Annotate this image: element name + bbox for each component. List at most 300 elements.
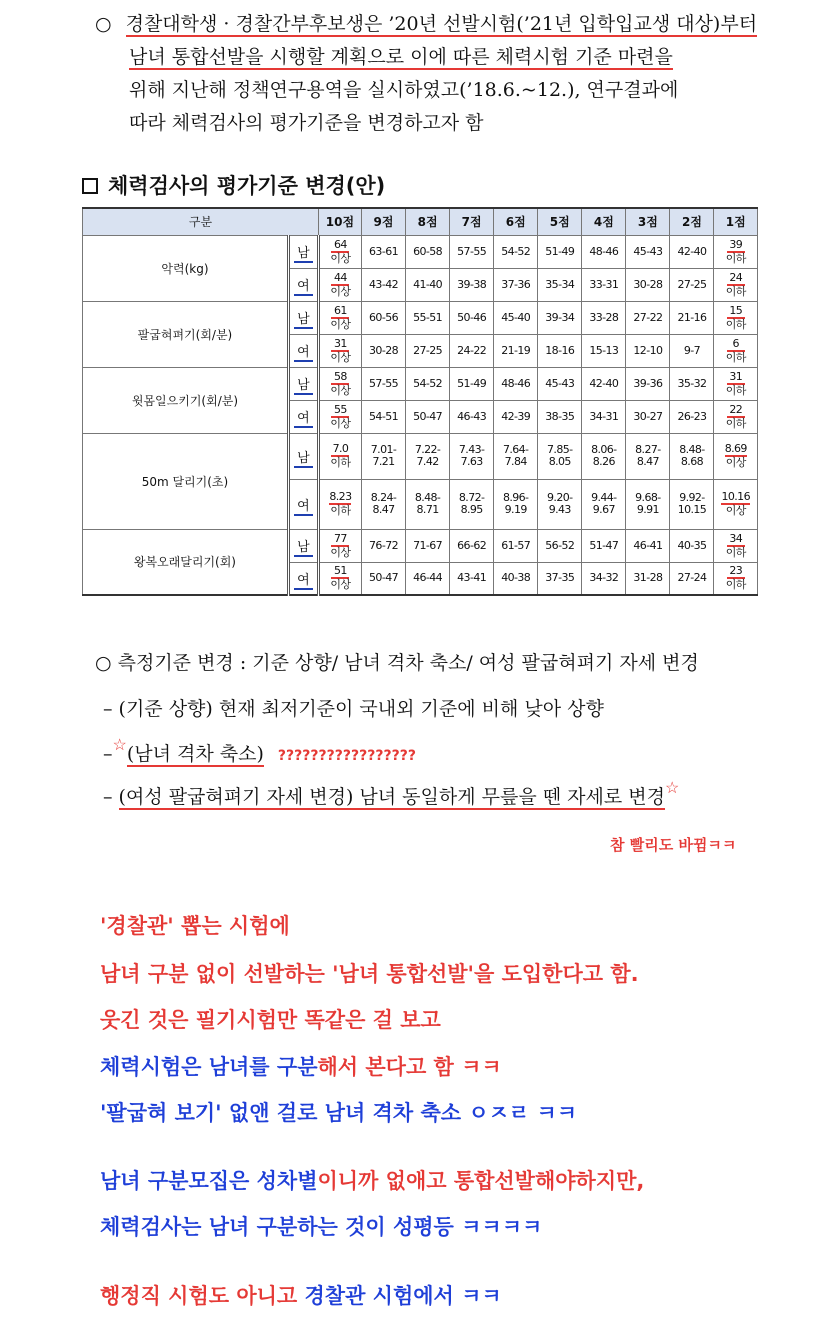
score-cell [318, 562, 361, 595]
score-value: 8.23 [329, 490, 352, 503]
score-value: 54-51 [369, 409, 398, 423]
score-qualifier: 이상 [330, 317, 351, 331]
sex-cell [288, 400, 318, 433]
star-icon: ☆ [664, 778, 680, 797]
score-value: 8.48- [679, 443, 705, 456]
score-cell [538, 529, 582, 562]
score-cell [626, 433, 670, 479]
comment-line-4 [100, 1051, 502, 1081]
score-cell [670, 479, 714, 529]
score-value: 46-41 [633, 538, 663, 552]
score-value: 44 [331, 272, 349, 286]
comment-text-1: '경찰관' 뽑는 시험에 [100, 914, 290, 938]
score-value: 48-46 [501, 376, 531, 390]
score-value: 50-47 [413, 409, 443, 423]
comment-text-8a: 행정직 시험도 아니고 [100, 1284, 305, 1308]
score-qualifier: 8.05 [548, 455, 571, 468]
sex-label: 남 [294, 378, 313, 395]
score-value: 33-28 [589, 310, 619, 324]
sex-cell [288, 433, 318, 479]
section-title-text: 체력검사의 평가기준 변경(안) [108, 174, 386, 198]
score-qualifier: 9.67 [592, 503, 615, 516]
score-cell [626, 367, 670, 400]
score-value: 45-43 [545, 376, 575, 390]
header-score: 2점 [670, 208, 714, 235]
score-cell [361, 334, 405, 367]
note-3 [95, 736, 699, 774]
score-value: 46-43 [457, 409, 487, 423]
score-value: 9.92- [679, 491, 705, 504]
score-value: 56-52 [545, 538, 575, 552]
score-value: 23 [727, 565, 745, 579]
table-row [83, 301, 758, 334]
score-cell [582, 334, 626, 367]
score-qualifier: 이하 [725, 317, 746, 331]
score-value: 9.68- [635, 491, 661, 504]
score-qualifier: 이상 [725, 504, 746, 517]
score-cell [714, 562, 758, 595]
comment-line-2 [100, 958, 639, 988]
intro-text-1: 경찰대학생 · 경찰간부후보생은 ’20년 선발시험(’21년 입학입교생 대상)부터 [125, 13, 758, 35]
score-value: 34-31 [589, 409, 619, 423]
score-cell [714, 268, 758, 301]
sex-label: 여 [294, 573, 313, 590]
score-cell [406, 334, 450, 367]
red-comment: 참 빨리도 바뀜ㅋㅋ [610, 836, 737, 854]
score-cell [582, 479, 626, 529]
score-cell [538, 301, 582, 334]
table-row [83, 367, 758, 400]
score-cell [450, 479, 494, 529]
score-cell [406, 529, 450, 562]
sex-cell [288, 301, 318, 334]
score-value: 39-36 [633, 376, 663, 390]
intro-text-4: 따라 체력검사의 평가기준을 변경하고자 함 [129, 112, 484, 134]
intro-text-3: 위해 지난해 정책연구용역을 실시하였고(’18.6.~12.), 연구결과에 [129, 79, 679, 101]
score-value: 57-55 [457, 244, 487, 258]
score-value: 39 [727, 239, 745, 253]
score-cell [450, 433, 494, 479]
sex-cell [288, 562, 318, 595]
score-cell [318, 529, 361, 562]
score-cell [582, 433, 626, 479]
score-value: 21-19 [501, 343, 531, 357]
score-value: 57-55 [369, 376, 398, 390]
score-cell [406, 562, 450, 595]
score-cell [626, 562, 670, 595]
header-score: 10점 [318, 208, 361, 235]
score-cell [318, 301, 361, 334]
score-cell [538, 268, 582, 301]
comment-text-2: 남녀 구분 없이 선발하는 '남녀 통합선발'을 도입한다고 함. [100, 962, 639, 986]
score-cell [714, 433, 758, 479]
score-cell [406, 301, 450, 334]
header-score: 5점 [538, 208, 582, 235]
score-value: 61-57 [501, 538, 531, 552]
score-cell [450, 334, 494, 367]
score-value: 7.43- [458, 443, 485, 456]
score-cell [450, 235, 494, 268]
score-value: 22 [727, 404, 745, 418]
sex-cell [288, 367, 318, 400]
intro-line-3 [95, 74, 775, 107]
score-cell [670, 268, 714, 301]
score-cell [361, 400, 405, 433]
sex-label: 남 [294, 540, 313, 557]
note-4 [95, 774, 699, 821]
score-cell [582, 301, 626, 334]
score-value: 50-46 [457, 310, 487, 324]
header-score: 8점 [406, 208, 450, 235]
comment-line-5 [100, 1097, 577, 1127]
header-score: 6점 [494, 208, 538, 235]
score-value: 64 [331, 239, 349, 253]
score-qualifier: 이상 [330, 350, 351, 364]
score-qualifier: 8.68 [680, 455, 703, 468]
score-cell [318, 433, 361, 479]
header-score: 7점 [450, 208, 494, 235]
score-value: 31 [331, 338, 349, 352]
score-value: 8.96- [502, 491, 529, 504]
intro-text-2: 남녀 통합선발을 시행할 계획으로 이에 따른 체력시험 기준 마련을 [129, 46, 673, 68]
section-title [82, 170, 385, 200]
score-value: 39-38 [457, 277, 487, 291]
score-cell [450, 529, 494, 562]
score-cell [626, 334, 670, 367]
score-value: 15 [727, 305, 745, 319]
score-value: 30-28 [633, 277, 663, 291]
score-value: 77 [331, 533, 349, 547]
score-value: 7.85- [547, 443, 573, 456]
score-value: 26-23 [677, 409, 707, 423]
score-qualifier: 이상 [330, 416, 351, 430]
score-qualifier: 7.21 [372, 455, 395, 468]
comment-text-5: '팔굽혀 보기' 없앤 걸로 남녀 격차 축소 ㅇㅈㄹ ㅋㅋ [100, 1101, 578, 1125]
score-value: 6 [727, 338, 745, 352]
header-category: 구분 [83, 208, 319, 235]
note-4-text: (여성 팔굽혀펴기 자세 변경) 남녀 동일하게 무릎을 뗀 자세로 변경 [118, 786, 665, 808]
comment-text-4b: 해서 본다고 함 ㅋㅋ [317, 1055, 502, 1079]
score-cell [626, 400, 670, 433]
score-cell [361, 433, 405, 479]
score-cell [494, 235, 538, 268]
score-value: 24-22 [457, 343, 487, 357]
header-score: 3점 [626, 208, 670, 235]
category-label: 윗몸일으키기(회/분) [83, 367, 289, 433]
comment-line-3 [100, 1004, 441, 1034]
score-qualifier: 10.15 [677, 503, 707, 516]
criteria-table-grid [82, 207, 758, 596]
sex-label: 여 [294, 411, 313, 428]
comment-text-4a: 체력시험은 남녀를 구분 [100, 1055, 318, 1079]
score-cell [450, 367, 494, 400]
score-cell [670, 529, 714, 562]
score-cell [494, 400, 538, 433]
sex-label: 여 [294, 345, 313, 362]
note-3-dash: – [103, 743, 113, 765]
score-cell [361, 479, 405, 529]
score-value: 54-52 [413, 376, 443, 390]
score-cell [406, 433, 450, 479]
score-cell [406, 400, 450, 433]
score-cell [626, 235, 670, 268]
score-cell [406, 235, 450, 268]
bullet: ○ [95, 13, 112, 35]
score-cell [361, 562, 405, 595]
score-cell [714, 529, 758, 562]
score-value: 24 [727, 272, 745, 286]
score-cell [626, 479, 670, 529]
score-value: 37-36 [501, 277, 531, 291]
score-cell [670, 400, 714, 433]
score-cell [670, 301, 714, 334]
header-score: 4점 [582, 208, 626, 235]
score-cell [361, 235, 405, 268]
score-cell [318, 400, 361, 433]
score-qualifier: 이하 [725, 578, 746, 592]
score-value: 7.01- [370, 443, 397, 456]
score-qualifier: 8.47 [636, 455, 659, 468]
score-cell [450, 301, 494, 334]
score-qualifier: 이상 [330, 383, 351, 397]
note-3-text: (남녀 격차 축소) [126, 743, 264, 765]
sex-cell [288, 235, 318, 268]
sex-label: 남 [294, 312, 313, 329]
score-qualifier: 이하 [725, 416, 746, 430]
star-icon: ☆ [112, 735, 127, 754]
comment-line-8 [100, 1280, 502, 1310]
sex-cell [288, 529, 318, 562]
score-value: 54-52 [501, 244, 531, 258]
score-qualifier: 이하 [330, 504, 351, 517]
comment-text-3: 웃긴 것은 필기시험만 똑같은 걸 보고 [100, 1008, 441, 1032]
header-score: 9점 [361, 208, 405, 235]
checkbox-square-icon [82, 178, 98, 194]
score-cell [494, 433, 538, 479]
score-qualifier: 8.95 [460, 503, 483, 516]
comment-line-6 [100, 1165, 644, 1195]
score-cell [361, 529, 405, 562]
score-cell [361, 367, 405, 400]
score-cell [494, 268, 538, 301]
score-value: 8.72- [458, 491, 485, 504]
score-value: 9.44- [591, 491, 617, 504]
score-qualifier: 이하 [725, 251, 746, 265]
score-cell [714, 400, 758, 433]
score-cell [494, 367, 538, 400]
score-cell [670, 367, 714, 400]
score-cell [538, 479, 582, 529]
score-cell [318, 367, 361, 400]
score-value: 8.27- [635, 443, 661, 456]
score-value: 9.20- [547, 491, 573, 504]
score-value: 48-46 [589, 244, 619, 258]
score-value: 30-27 [633, 409, 663, 423]
score-cell [670, 562, 714, 595]
score-value: 31 [727, 371, 745, 385]
score-cell [670, 433, 714, 479]
score-value: 41-40 [413, 277, 443, 291]
score-value: 51-49 [545, 244, 575, 258]
score-value: 35-34 [545, 277, 575, 291]
score-qualifier: 이상 [725, 456, 746, 469]
score-value: 55-51 [413, 310, 443, 324]
score-cell [582, 400, 626, 433]
note-2: – (기준 상향) 현재 최저기준이 국내외 기준에 비해 낮아 상향 [103, 698, 604, 720]
score-value: 27-24 [677, 571, 707, 585]
score-cell [318, 235, 361, 268]
score-value: 63-61 [369, 244, 398, 258]
score-qualifier: 이하 [725, 545, 746, 559]
score-value: 30-28 [369, 343, 398, 357]
score-value: 60-56 [369, 310, 398, 324]
score-cell [538, 367, 582, 400]
score-qualifier: 이하 [725, 383, 746, 397]
table-header-row [83, 208, 758, 235]
table-row [83, 433, 758, 479]
score-value: 8.24- [370, 491, 397, 504]
score-value: 76-72 [369, 538, 398, 552]
score-value: 42-39 [501, 409, 531, 423]
score-cell [670, 334, 714, 367]
score-value: 46-44 [413, 571, 443, 585]
score-cell [582, 367, 626, 400]
score-value: 31-28 [633, 571, 663, 585]
score-cell [361, 268, 405, 301]
score-value: 39-34 [545, 310, 575, 324]
score-cell [538, 334, 582, 367]
score-cell [494, 479, 538, 529]
score-qualifier: 8.26 [592, 455, 615, 468]
score-value: 42-40 [589, 376, 619, 390]
score-value: 50-47 [369, 571, 398, 585]
score-cell [318, 268, 361, 301]
score-value: 9-7 [683, 343, 701, 357]
category-label: 팔굽혀펴기(회/분) [83, 301, 289, 367]
score-cell [538, 235, 582, 268]
sex-label: 남 [294, 246, 313, 263]
score-cell [538, 562, 582, 595]
intro-line-1 [95, 8, 775, 41]
score-value: 7.22- [414, 443, 441, 456]
score-cell [450, 268, 494, 301]
score-cell [714, 367, 758, 400]
score-cell [714, 334, 758, 367]
score-value: 27-25 [413, 343, 443, 357]
category-label: 왕복오래달리기(회) [83, 529, 289, 595]
score-cell [582, 235, 626, 268]
comment-text-6a: 남녀 구분모집은 성차별 [100, 1169, 318, 1193]
intro-paragraph [95, 8, 775, 140]
score-cell [361, 301, 405, 334]
score-cell [714, 479, 758, 529]
sex-label: 남 [294, 451, 313, 468]
score-cell [450, 562, 494, 595]
score-value: 40-38 [501, 571, 531, 585]
notes [95, 640, 699, 821]
score-value: 60-58 [413, 244, 443, 258]
score-value: 58 [331, 371, 349, 385]
score-value: 42-40 [677, 244, 707, 258]
score-qualifier: 이상 [330, 578, 351, 592]
header-score: 1점 [714, 208, 758, 235]
score-value: 51 [331, 565, 349, 579]
intro-line-4 [95, 107, 775, 140]
score-cell [494, 562, 538, 595]
question-marks: ????????????????? [277, 748, 416, 764]
sex-cell [288, 334, 318, 367]
score-cell [406, 268, 450, 301]
score-value: 27-22 [633, 310, 663, 324]
score-value: 45-40 [501, 310, 531, 324]
score-cell [626, 529, 670, 562]
score-qualifier: 7.63 [460, 455, 483, 468]
score-cell [538, 433, 582, 479]
score-qualifier: 8.71 [416, 503, 439, 516]
score-cell [318, 479, 361, 529]
score-value: 43-41 [457, 571, 487, 585]
score-value: 55 [331, 404, 349, 418]
score-cell [450, 400, 494, 433]
criteria-table [82, 207, 758, 596]
score-value: 18-16 [545, 343, 575, 357]
score-cell [318, 334, 361, 367]
score-cell [670, 235, 714, 268]
score-value: 38-35 [545, 409, 575, 423]
score-cell [714, 301, 758, 334]
score-value: 7.64- [502, 443, 529, 456]
category-label: 50m 달리기(초) [83, 433, 289, 529]
score-qualifier: 9.19 [504, 503, 527, 516]
note-1: ○ 측정기준 변경 : 기준 상향/ 남녀 격차 축소/ 여성 팔굽혀펴기 자세 변경 [95, 652, 699, 674]
score-value: 8.48- [414, 491, 441, 504]
comment-line-1 [100, 910, 290, 940]
score-cell [494, 334, 538, 367]
score-value: 33-31 [589, 277, 619, 291]
score-cell [406, 367, 450, 400]
score-value: 51-49 [457, 376, 487, 390]
score-value: 43-42 [369, 277, 398, 291]
score-cell [582, 268, 626, 301]
score-value: 66-62 [457, 538, 487, 552]
score-qualifier: 9.91 [636, 503, 659, 516]
score-value: 8.69 [724, 442, 747, 455]
score-cell [582, 529, 626, 562]
comment-text-7: 체력검사는 남녀 구분하는 것이 성평등 ㅋㅋㅋㅋ [100, 1215, 543, 1239]
score-cell [582, 562, 626, 595]
score-value: 37-35 [545, 571, 575, 585]
note-4-dash: – [103, 786, 119, 808]
category-label: 악력(kg) [83, 235, 289, 301]
score-qualifier: 이하 [330, 456, 351, 469]
score-value: 21-16 [677, 310, 707, 324]
score-cell [494, 301, 538, 334]
sex-cell [288, 479, 318, 529]
intro-line-2 [95, 41, 775, 74]
score-value: 12-10 [633, 343, 663, 357]
score-cell [538, 400, 582, 433]
score-qualifier: 이상 [330, 545, 351, 559]
score-qualifier: 7.84 [504, 455, 527, 468]
score-qualifier: 이상 [330, 251, 351, 265]
comment-text-6b: 이니까 없애고 통합선발해야하지만, [317, 1169, 645, 1193]
table-row [83, 529, 758, 562]
score-value: 27-25 [677, 277, 707, 291]
score-qualifier: 7.42 [416, 455, 439, 468]
score-value: 10.16 [721, 490, 750, 503]
score-value: 45-43 [633, 244, 663, 258]
score-value: 34 [727, 533, 745, 547]
